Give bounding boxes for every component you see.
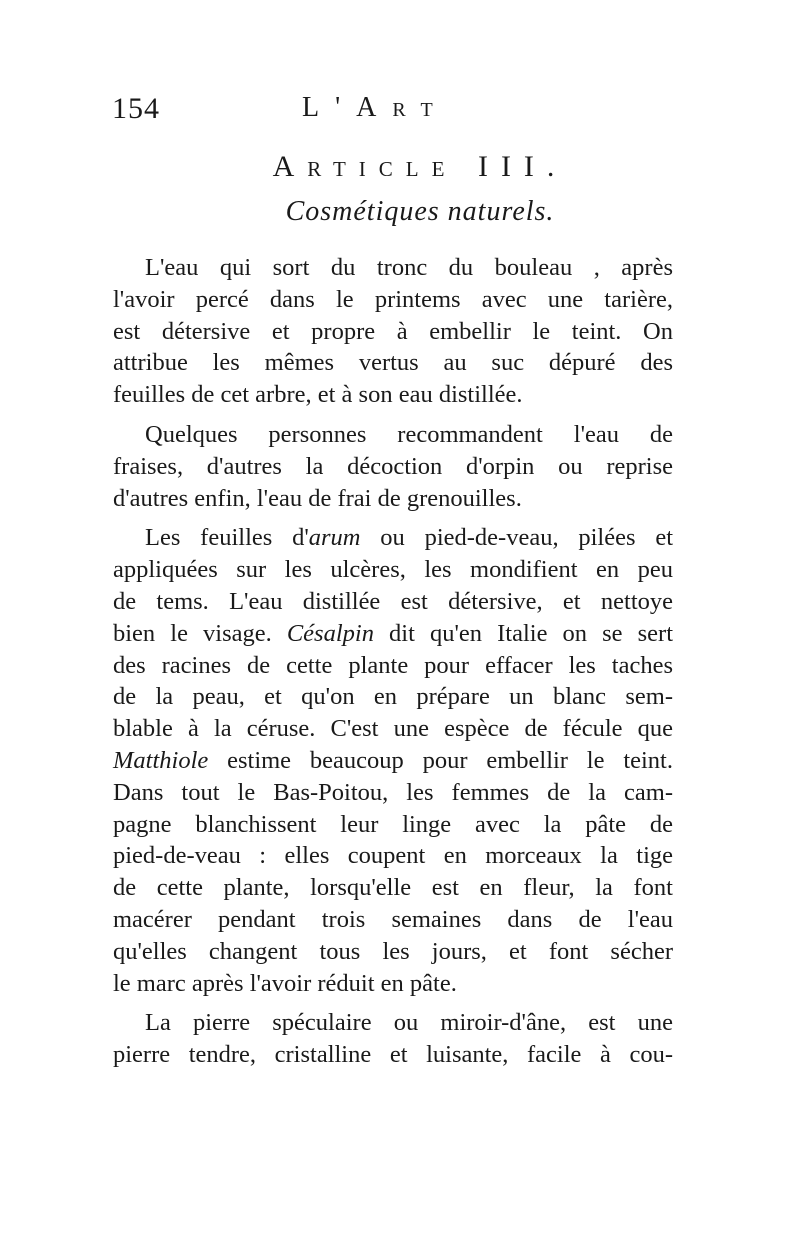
text-line: de la peau, et qu'on en prépare un blanc sem-: [113, 683, 673, 711]
text-line: l'avoir percé dans le printems avec une tarière,: [113, 285, 673, 313]
italic-term: Matthiole: [113, 746, 209, 774]
italic-term: arum: [308, 524, 361, 552]
text-line: blable à la céruse. C'est une espèce de fécule que: [113, 715, 673, 743]
text-line: macérer pendant trois semaines dans de l'eau: [113, 905, 673, 933]
paragraph: [113, 522, 673, 999]
text-line: feuilles de cet arbre, et à son eau distillée.: [113, 381, 523, 409]
page-number: 154: [112, 92, 160, 125]
text-line: [113, 522, 673, 554]
text-line: pierre tendre, cristalline et luisante, facile à cou-: [113, 1041, 673, 1069]
text-run: bien le visage.: [113, 619, 287, 647]
paragraph: [113, 419, 673, 514]
section-subtitle: Cosmétiques naturels.: [285, 196, 555, 227]
paragraph: [113, 1007, 673, 1071]
text-line: Quelques personnes recommandent l'eau de: [145, 420, 673, 448]
text-line: pagne blanchissent leur linge avec la pâte de: [113, 810, 673, 838]
text-line: [113, 618, 673, 650]
article-title: Article III.: [272, 150, 568, 183]
text-line: L'eau qui sort du tronc du bouleau , après: [145, 254, 673, 281]
italic-term: Césalpin: [286, 619, 374, 647]
text-line: qu'elles changent tous les jours, et font sécher: [113, 937, 673, 965]
text-run: estime beaucoup pour embellir le teint.: [208, 746, 673, 774]
text-line: des racines de cette plante pour effacer les taches: [113, 651, 673, 679]
text-line: d'autres enfin, l'eau de frai de grenouilles.: [113, 484, 522, 512]
text-line: La pierre spéculaire ou miroir-d'âne, est une: [145, 1009, 673, 1037]
text-line: de cette plante, lorsqu'elle est en fleur, la font: [113, 874, 673, 902]
text-run: dit qu'en Italie on se sert: [373, 619, 674, 647]
text-run: ou pied-de-veau, pilées et: [360, 524, 673, 552]
text-line: est détersive et propre à embellir le teint. On: [113, 317, 673, 345]
text-run: Les feuilles d': [145, 524, 309, 552]
text-line: Dans tout le Bas-Poitou, les femmes de la cam-: [113, 778, 673, 806]
text-line: le marc après l'avoir réduit en pâte.: [113, 969, 457, 997]
body-text: [113, 252, 673, 1071]
text-line: appliquées sur les ulcères, les mondifient en peu: [113, 556, 673, 584]
text-line: de tems. L'eau distillée est détersive, et nettoye: [113, 587, 673, 615]
running-head: [112, 92, 672, 132]
text-line: pied-de-veau : elles coupent en morceaux la tige: [113, 842, 673, 870]
text-line: attribue les mêmes vertus au suc dépuré des: [113, 349, 673, 377]
paragraph: [113, 252, 673, 411]
text-line: fraises, d'autres la décoction d'orpin ou reprise: [113, 452, 673, 480]
running-title: L'Art: [302, 92, 449, 123]
text-line: [113, 745, 673, 777]
